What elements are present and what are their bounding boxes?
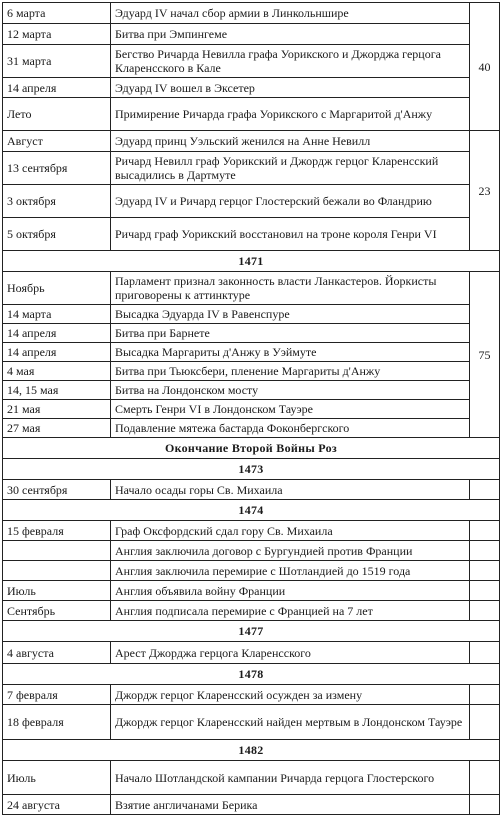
table-row [3, 541, 500, 561]
date-cell: 21 мая [3, 400, 111, 419]
page-ref-cell [470, 480, 500, 500]
chronology-table [2, 2, 500, 815]
table-row [3, 685, 500, 705]
table-row [3, 381, 500, 400]
year-header-row [3, 500, 500, 521]
date-cell: 31 марта [3, 45, 111, 78]
date-cell: Август [3, 131, 111, 152]
event-cell: Высадка Эдуарда IV в Равенспуре [111, 305, 470, 324]
table-row [3, 185, 500, 218]
page-ref-cell [470, 642, 500, 664]
event-cell: Битва на Лондонском мосту [111, 381, 470, 400]
date-cell: 14 апреля [3, 78, 111, 98]
table-row [3, 521, 500, 541]
event-cell: Эдуард IV и Ричард герцог Глостерский бежали во Фландрию [111, 185, 470, 218]
event-cell: Эдуард принц Уэльский женился на Анне Невилл [111, 131, 470, 152]
page-ref-cell: 23 [470, 131, 500, 251]
table-row [3, 642, 500, 664]
table-row [3, 272, 500, 305]
table-row [3, 705, 500, 740]
table-row [3, 131, 500, 152]
event-cell: Взятие англичанами Берика [111, 795, 470, 815]
event-cell: Парламент признал законность власти Ланкастеров. Йоркисты приговорены к аттинктуре [111, 272, 470, 305]
page-ref-cell [470, 601, 500, 621]
year-heading: 1473 [3, 459, 500, 480]
event-cell: Битва при Эмпингеме [111, 24, 470, 45]
date-cell: 24 августа [3, 795, 111, 815]
table-row [3, 362, 500, 381]
event-cell: Начало Шотландской кампании Ричарда герцога Глостерского [111, 761, 470, 795]
event-cell: Эдуард IV начал сбор армии в Линкольншире [111, 3, 470, 24]
date-cell: 3 октября [3, 185, 111, 218]
date-cell: 14, 15 мая [3, 381, 111, 400]
table-row [3, 400, 500, 419]
date-cell: 4 мая [3, 362, 111, 381]
date-cell: Июль [3, 761, 111, 795]
table-row [3, 218, 500, 251]
date-cell: 15 февраля [3, 521, 111, 541]
table-row [3, 78, 500, 98]
event-cell: Джордж герцог Кларенсский осужден за измену [111, 685, 470, 705]
event-cell: Англия объявила войну Франции [111, 581, 470, 601]
page-ref-cell [470, 685, 500, 705]
table-row [3, 305, 500, 324]
event-cell: Англия подписала перемирие с Францией на 7 лет [111, 601, 470, 621]
event-cell: Начало осады горы Св. Михаила [111, 480, 470, 500]
year-header-row [3, 459, 500, 480]
table-row [3, 324, 500, 343]
date-cell: 12 марта [3, 24, 111, 45]
date-cell: 5 октября [3, 218, 111, 251]
table-row [3, 3, 500, 24]
table-row [3, 98, 500, 131]
chronology-table-body [3, 3, 500, 815]
event-cell: Джордж герцог Кларенсский найден мертвым в Лондонском Тауэре [111, 705, 470, 740]
page-ref-cell [470, 705, 500, 740]
date-cell: 18 февраля [3, 705, 111, 740]
date-cell: Сентябрь [3, 601, 111, 621]
table-row [3, 561, 500, 581]
event-cell: Ричард граф Уорикский восстановил на троне короля Генри VI [111, 218, 470, 251]
year-header-row [3, 251, 500, 272]
page-ref-cell [470, 581, 500, 601]
page-ref-cell [470, 541, 500, 561]
date-cell: Ноябрь [3, 272, 111, 305]
page-ref-cell: 75 [470, 272, 500, 438]
table-row [3, 601, 500, 621]
table-row [3, 761, 500, 795]
table-row [3, 343, 500, 362]
event-cell: Высадка Маргариты д'Анжу в Уэймуте [111, 343, 470, 362]
table-row [3, 419, 500, 438]
event-cell: Англия заключила перемирие с Шотландией до 1519 года [111, 561, 470, 581]
date-cell: 27 мая [3, 419, 111, 438]
date-cell: Лето [3, 98, 111, 131]
event-cell: Ричард Невилл граф Уорикский и Джордж герцог Кларенсский высадились в Дартмуте [111, 152, 470, 185]
event-cell: Подавление мятежа бастарда Фоконбергского [111, 419, 470, 438]
year-heading: 1478 [3, 664, 500, 685]
year-header-row [3, 664, 500, 685]
event-cell: Смерть Генри VI в Лондонском Тауэре [111, 400, 470, 419]
date-cell: 14 марта [3, 305, 111, 324]
page-ref-cell [470, 561, 500, 581]
table-row [3, 45, 500, 78]
table-row [3, 480, 500, 500]
table-row [3, 152, 500, 185]
date-cell: 14 апреля [3, 324, 111, 343]
year-heading: 1477 [3, 621, 500, 642]
table-row [3, 581, 500, 601]
year-header-row [3, 740, 500, 761]
event-cell: Арест Джорджа герцога Кларенсского [111, 642, 470, 664]
year-header-row [3, 621, 500, 642]
date-cell: 13 сентября [3, 152, 111, 185]
year-header-row [3, 438, 500, 459]
table-row [3, 795, 500, 815]
page-ref-cell: 40 [470, 3, 500, 131]
year-heading: 1471 [3, 251, 500, 272]
event-cell: Граф Оксфордский сдал гору Св. Михаила [111, 521, 470, 541]
date-cell: 7 февраля [3, 685, 111, 705]
date-cell [3, 541, 111, 561]
event-cell: Бегство Ричарда Невилла графа Уорикского и Джорджа герцога Кларенсского в Кале [111, 45, 470, 78]
date-cell: Июль [3, 581, 111, 601]
year-heading: 1474 [3, 500, 500, 521]
year-heading: 1482 [3, 740, 500, 761]
event-cell: Примирение Ричарда графа Уорикского с Маргаритой д'Анжу [111, 98, 470, 131]
page-ref-cell [470, 521, 500, 541]
date-cell: 14 апреля [3, 343, 111, 362]
date-cell: 6 марта [3, 3, 111, 24]
table-row [3, 24, 500, 45]
date-cell: 4 августа [3, 642, 111, 664]
date-cell [3, 561, 111, 581]
event-cell: Англия заключила договор с Бургундией против Франции [111, 541, 470, 561]
page-ref-cell [470, 795, 500, 815]
event-cell: Битва при Барнете [111, 324, 470, 343]
year-heading: Окончание Второй Войны Роз [3, 438, 500, 459]
page-ref-cell [470, 761, 500, 795]
date-cell: 30 сентября [3, 480, 111, 500]
event-cell: Эдуард IV вошел в Эксетер [111, 78, 470, 98]
event-cell: Битва при Тьюксбери, пленение Маргариты д'Анжу [111, 362, 470, 381]
